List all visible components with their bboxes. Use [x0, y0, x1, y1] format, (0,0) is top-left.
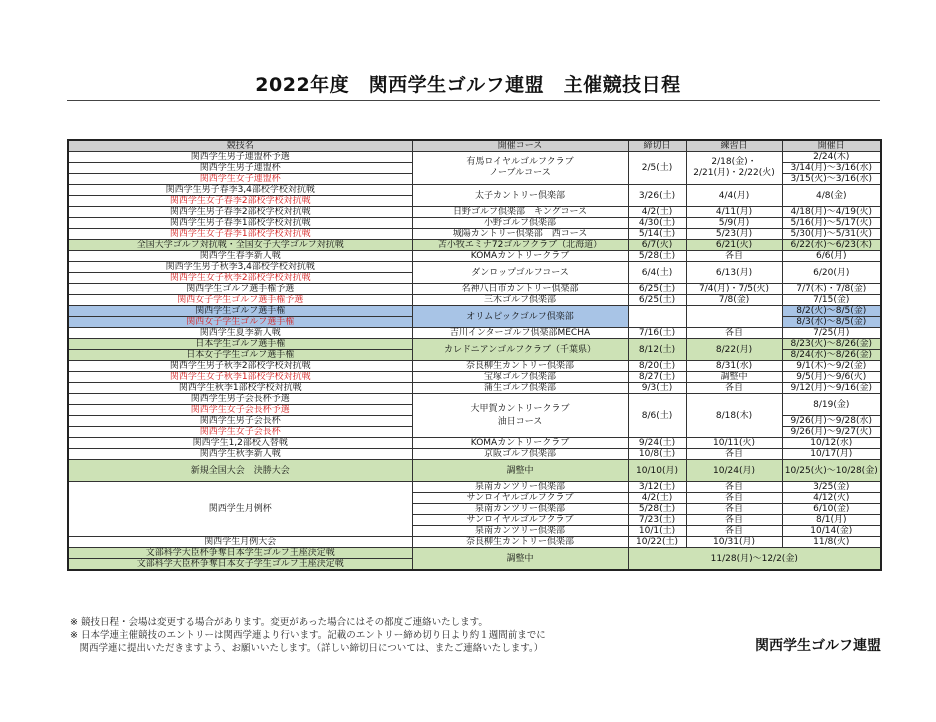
event-name: 日本女子学生ゴルフ選手権: [68, 350, 412, 361]
course-name: 小野ゴルフ倶楽部: [412, 218, 628, 229]
table-header-row: [68, 140, 881, 152]
event-name: 関西学生春季新人戦: [68, 251, 412, 262]
practice-date: 調整中: [686, 372, 782, 383]
event-name: 関西学生男子連盟杯予選: [68, 152, 412, 163]
course-name: オリムピックゴルフ倶楽部: [412, 306, 628, 328]
deadline: 10/1(土): [628, 526, 686, 537]
practice-date: 6/13(月): [686, 262, 782, 284]
event-date: 9/12(月)～9/16(金): [782, 383, 881, 394]
practice-date: 各自: [686, 251, 782, 262]
course-name: サンロイヤルゴルフクラブ: [412, 515, 628, 526]
table-row: [68, 262, 881, 273]
event-name: 新規全国大会 決勝大会: [68, 460, 412, 482]
event-name: 関西学生男子会長杯予選: [68, 394, 412, 405]
footnotes: [70, 616, 546, 655]
event-date: 9/5(月)～9/6(火): [782, 372, 881, 383]
col-header-date: 開催日: [782, 140, 881, 152]
event-name: 関西学生男子秋季2部校学校対抗戦: [68, 361, 412, 372]
practice-date: 各自: [686, 515, 782, 526]
deadline: 5/14(土): [628, 229, 686, 240]
practice-date: 各自: [686, 526, 782, 537]
footnote: ※ 競技日程・会場は変更する場合があります。変更があった場合にはその都度ご連絡いたします。: [70, 617, 488, 628]
event-date: 7/15(金): [782, 295, 881, 306]
table-row: [68, 284, 881, 295]
course-name: 蒲生ゴルフ倶楽部: [412, 383, 628, 394]
practice-date: 4/4(月): [686, 185, 782, 207]
table-row: [68, 339, 881, 350]
event-name: 関西学生秋季新人戦: [68, 449, 412, 460]
event-name: 日本学生ゴルフ選手権: [68, 339, 412, 350]
table-row: [68, 328, 881, 339]
event-date: 9/1(木)～9/2(金): [782, 361, 881, 372]
event-date: 3/15(火)～3/16(水): [782, 174, 881, 185]
deadline: 8/12(土): [628, 339, 686, 361]
event-date: 8/23(火)～8/26(金): [782, 339, 881, 350]
event-name: 関西学生男子春季3,4部校学校対抗戦: [68, 185, 412, 196]
course-name: 城陽カントリー倶楽部 西コース: [412, 229, 628, 240]
event-name: 関西学生男子春季1部校学校対抗戦: [68, 218, 412, 229]
event-date: 9/26(月)～9/27(火): [782, 427, 881, 438]
table-row: [68, 438, 881, 449]
event-name: 関西学生男子連盟杯: [68, 163, 412, 174]
table-row: [68, 152, 881, 163]
event-name: 関西学生女子会長杯予選: [68, 405, 412, 416]
event-name: 関西学生月例大会: [68, 537, 412, 548]
col-header-course: 開催コース: [412, 140, 628, 152]
practice-date: 7/4(月)・7/5(火): [686, 284, 782, 295]
deadline: 6/4(土): [628, 262, 686, 284]
course-name: 調整中: [412, 460, 628, 482]
course-name: 調整中: [412, 548, 628, 571]
practice-date: 5/23(月): [686, 229, 782, 240]
page-title: 2022年度 関西学生ゴルフ連盟 主催競技日程: [255, 74, 681, 96]
event-date: 5/16(月)～5/17(火): [782, 218, 881, 229]
deadline: 6/7(火): [628, 240, 686, 251]
course-name: 日野ゴルフ倶楽部 キングコース: [412, 207, 628, 218]
event-date: 9/26(月)～9/28(水): [782, 416, 881, 427]
event-date: 3/25(金): [782, 482, 881, 493]
table-row: [68, 482, 881, 493]
deadline: 10/8(土): [628, 449, 686, 460]
course-name: 有馬ロイヤルゴルフクラブ ノーブルコース: [412, 152, 628, 185]
table-row: [68, 251, 881, 262]
deadline: 7/23(土): [628, 515, 686, 526]
practice-date: [686, 306, 782, 328]
table-row: [68, 218, 881, 229]
course-name: 宝塚ゴルフ倶楽部: [412, 372, 628, 383]
deadline: 7/16(土): [628, 328, 686, 339]
practice-date: 8/31(水): [686, 361, 782, 372]
table-row: [68, 207, 881, 218]
organization-name: 関西学生ゴルフ連盟: [755, 638, 881, 654]
event-name: 関西女子学生ゴルフ選手権: [68, 317, 412, 328]
event-name: 関西学生男子会長杯: [68, 416, 412, 427]
deadline: 2/5(土): [628, 152, 686, 185]
event-date: 6/6(月): [782, 251, 881, 262]
deadline: 6/25(土): [628, 284, 686, 295]
practice-date: 2/18(金)・ 2/21(月)・2/22(火): [686, 152, 782, 185]
course-name: 大甲賀カントリークラブ 油日コース: [412, 394, 628, 438]
course-name: 泉南カンツリー倶楽部: [412, 526, 628, 537]
practice-date: 4/11(月): [686, 207, 782, 218]
table-row: [68, 537, 881, 548]
course-name: 名神八日市カントリー倶楽部: [412, 284, 628, 295]
practice-date: 各自: [686, 383, 782, 394]
event-date: 11/28(月)～12/2(金): [628, 548, 881, 571]
practice-date: 各自: [686, 504, 782, 515]
deadline: 9/3(土): [628, 383, 686, 394]
event-date: 3/14(月)～3/16(水): [782, 163, 881, 174]
table-row: [68, 295, 881, 306]
event-name: 関西学生女子春季2部校学校対抗戦: [68, 196, 412, 207]
table-row: [68, 449, 881, 460]
course-name: 泉南カンツリー倶楽部: [412, 504, 628, 515]
event-date: 10/25(火)～10/28(金): [782, 460, 881, 482]
event-date: 2/24(木): [782, 152, 881, 163]
event-name: 関西学生女子秋季2部校学校対抗戦: [68, 273, 412, 284]
table-row: [68, 240, 881, 251]
deadline: [628, 306, 686, 328]
col-header-event: 競技名: [68, 140, 412, 152]
deadline: 4/2(土): [628, 493, 686, 504]
course-name: カレドニアンゴルフクラブ（千葉県）: [412, 339, 628, 361]
event-name: 関西学生月例杯: [68, 482, 412, 537]
course-name: 苫小牧エミナ72ゴルフクラブ（北海道）: [412, 240, 628, 251]
practice-date: 7/8(金): [686, 295, 782, 306]
practice-date: 各自: [686, 328, 782, 339]
practice-date: 10/31(月): [686, 537, 782, 548]
deadline: 8/27(土): [628, 372, 686, 383]
event-date: 7/25(月): [782, 328, 881, 339]
event-date: 8/2(火)～8/5(金): [782, 306, 881, 317]
deadline: 10/10(月): [628, 460, 686, 482]
table-row: [68, 394, 881, 405]
deadline: 3/26(土): [628, 185, 686, 207]
event-name: 関西学生女子会長杯: [68, 427, 412, 438]
table-row: [68, 383, 881, 394]
event-name: 関西学生1,2部校入替戦: [68, 438, 412, 449]
event-date: 10/12(水): [782, 438, 881, 449]
footnote: ※ 日本学連主催競技のエントリーは関西学連より行います。記載のエントリー締め切り日より約１週間前までに: [70, 630, 546, 641]
course-name: 三木ゴルフ倶楽部: [412, 295, 628, 306]
course-name: 太子カントリー倶楽部: [412, 185, 628, 207]
event-name: 関西女子学生ゴルフ選手権予選: [68, 295, 412, 306]
course-name: 京阪ゴルフ倶楽部: [412, 449, 628, 460]
course-name: 奈良柳生カントリー倶楽部: [412, 361, 628, 372]
deadline: 4/2(土): [628, 207, 686, 218]
event-date: 8/19(金): [782, 394, 881, 416]
event-name: 関西学生ゴルフ選手権: [68, 306, 412, 317]
deadline: 6/25(土): [628, 295, 686, 306]
deadline: 8/20(土): [628, 361, 686, 372]
footnote: 関西学連に提出いただきますよう、お願いいたします。（詳しい締切日については、またご連絡いたします。）: [70, 643, 544, 654]
event-name: 全国大学ゴルフ対抗戦・全国女子大学ゴルフ対抗戦: [68, 240, 412, 251]
event-name: 関西学生ゴルフ選手権予選: [68, 284, 412, 295]
event-name: 関西学生女子春季1部校学校対抗戦: [68, 229, 412, 240]
title-rule: [67, 100, 880, 101]
event-name: 関西学生男子春季2部校学校対抗戦: [68, 207, 412, 218]
table-row: [68, 372, 881, 383]
practice-date: 各自: [686, 482, 782, 493]
course-name: 吉川インターゴルフ倶楽部MECHA: [412, 328, 628, 339]
event-name: 関西学生女子秋季1部校学校対抗戦: [68, 372, 412, 383]
event-name: 関西学生男子秋季3,4部校学校対抗戦: [68, 262, 412, 273]
event-date: 10/17(月): [782, 449, 881, 460]
deadline: 5/28(土): [628, 251, 686, 262]
practice-date: 各自: [686, 449, 782, 460]
table-row: [68, 229, 881, 240]
table-row: [68, 361, 881, 372]
col-header-practice: 練習日: [686, 140, 782, 152]
event-date: 6/10(金): [782, 504, 881, 515]
event-date: 8/24(水)～8/26(金): [782, 350, 881, 361]
event-date: 11/8(火): [782, 537, 881, 548]
event-name: 関西学生女子連盟杯: [68, 174, 412, 185]
event-name: 関西学生秋季1部校学校対抗戦: [68, 383, 412, 394]
table-row: [68, 548, 881, 559]
course-name: サンロイヤルゴルフクラブ: [412, 493, 628, 504]
practice-date: 8/18(木): [686, 394, 782, 438]
event-date: 5/30(月)～5/31(火): [782, 229, 881, 240]
practice-date: 5/9(月): [686, 218, 782, 229]
deadline: 9/24(土): [628, 438, 686, 449]
event-name: 文部科学大臣杯争奪日本学生ゴルフ王座決定戦: [68, 548, 412, 559]
event-date: 4/8(金): [782, 185, 881, 207]
event-date: 8/1(月): [782, 515, 881, 526]
event-name: 関西学生夏季新人戦: [68, 328, 412, 339]
practice-date: 各自: [686, 493, 782, 504]
table-row: [68, 306, 881, 317]
event-date: 6/22(水)～6/23(木): [782, 240, 881, 251]
event-date: 10/14(金): [782, 526, 881, 537]
course-name: ダンロップゴルフコース: [412, 262, 628, 284]
deadline: 10/22(土): [628, 537, 686, 548]
practice-date: 8/22(月): [686, 339, 782, 361]
event-date: 8/3(水)～8/5(金): [782, 317, 881, 328]
table-row: [68, 460, 881, 482]
deadline: 4/30(土): [628, 218, 686, 229]
event-date: 6/20(月): [782, 262, 881, 284]
practice-date: 10/11(火): [686, 438, 782, 449]
deadline: 3/12(土): [628, 482, 686, 493]
practice-date: 10/24(月): [686, 460, 782, 482]
event-date: 4/18(月)～4/19(火): [782, 207, 881, 218]
course-name: 奈良柳生カントリー倶楽部: [412, 537, 628, 548]
course-name: KOMAカントリークラブ: [412, 438, 628, 449]
table-row: [68, 185, 881, 196]
event-name: 文部科学大臣杯争奪日本女子学生ゴルフ王座決定戦: [68, 559, 412, 571]
deadline: 5/28(土): [628, 504, 686, 515]
schedule-table: [67, 139, 882, 571]
practice-date: 6/21(火): [686, 240, 782, 251]
deadline: 8/6(土): [628, 394, 686, 438]
event-date: 7/7(木)・7/8(金): [782, 284, 881, 295]
col-header-deadline: 締切日: [628, 140, 686, 152]
course-name: 泉南カンツリー倶楽部: [412, 482, 628, 493]
event-date: 4/12(火): [782, 493, 881, 504]
course-name: KOMAカントリークラブ: [412, 251, 628, 262]
